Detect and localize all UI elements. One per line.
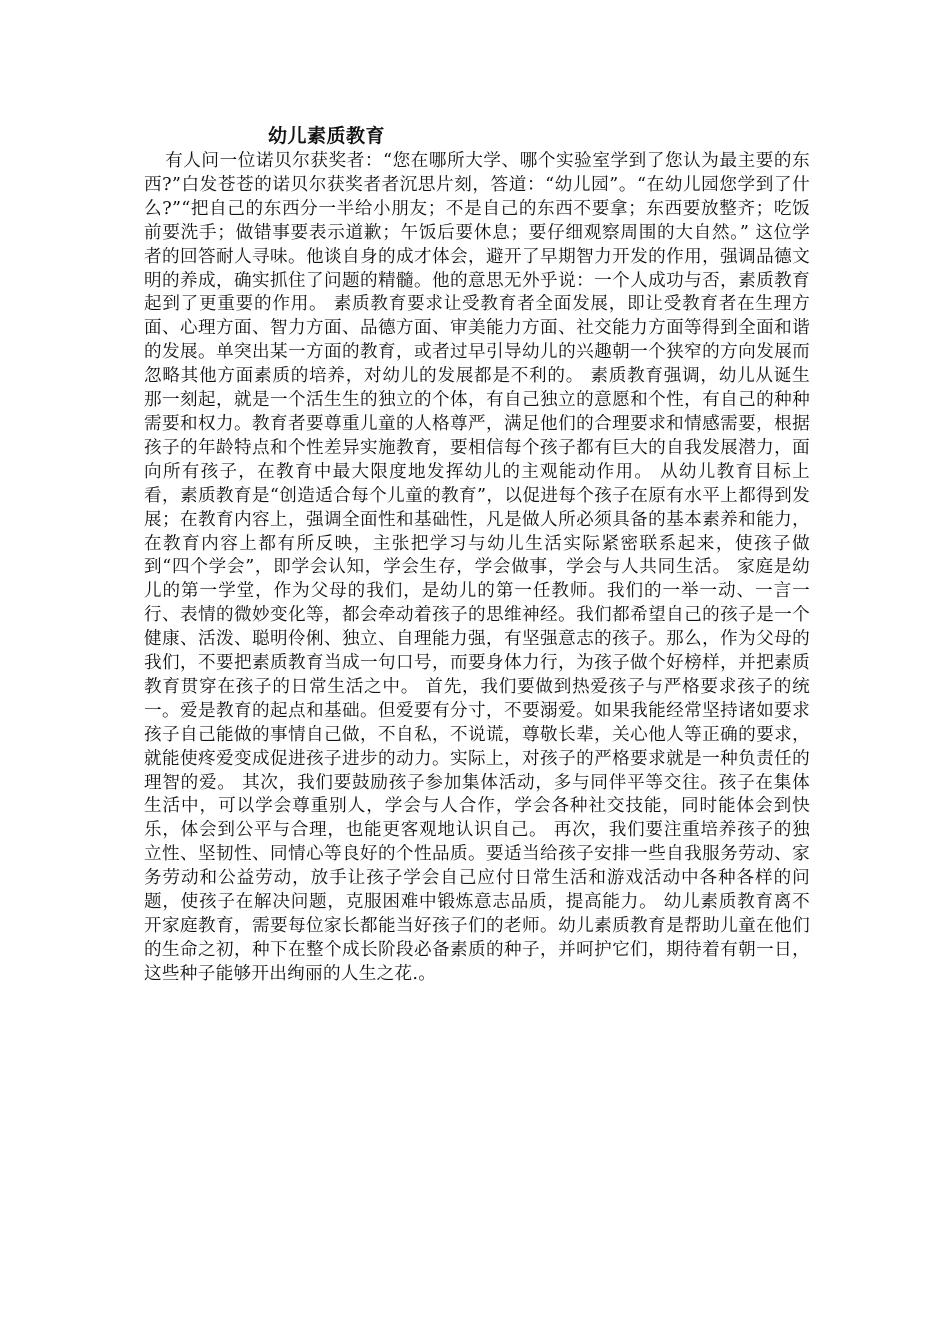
document-body-paragraph: 有人问一位诺贝尔获奖者：“您在哪所大学、哪个实验室学到了您认为最主要的东西?”白发苍苍的诺贝尔获奖者者沉思片刻，答道：“幼儿园”。“在幼儿园您学到了什么?”“把自己的东西分一半给小朋友；不是自己的东西不要拿；东西要放整齐；吃饭前要洗手；做错事要表示道歉；午饭后要休息；要仔细观察周围的大自然。” 这位学者的回答耐人寻味。他谈自身的成才体会，避开了早期智力开发的作用，强调品德文明的养成，确实抓住了问题的精髓。他的意思无外乎说：一个人成功与否，素质教育起到了更重要的作用。 素质教育要求让受教育者全面发展，即让受教育者在生理方面、心理方面、智力方面、品德方面、审美能力方面、社交能力方面等得到全面和谐的发展。单突出某一方面的教育，或者过早引导幼儿的兴趣朝一个狭窄的方向发展而忽略其他方面素质的培养，对幼儿的发展都是不利的。 素质教育强调，幼儿从诞生那一刻起，就是一个活生生的独立的个体，有自己独立的意愿和个性，有自己的种种需要和权力。教育者要尊重儿童的人格尊严，满足他们的合理要求和情感需要，根据孩子的年龄特点和个性差异实施教育，要相信每个孩子都有巨大的自我发展潜力，面向所有孩子，在教育中最大限度地发挥幼儿的主观能动作用。 从幼儿教育目标上看，素质教育是“创造适合每个儿童的教育”，以促进每个孩子在原有水平上都得到发展；在教育内容上，强调全面性和基础性，凡是做人所必须具备的基本素养和能力，在教育内容上都有所反映，主张把学习与幼儿生活实际紧密联系起来，使孩子做到“四个学会”，即学会认知，学会生存，学会做事，学会与人共同生活。 家庭是幼儿的第一学堂，作为父母的我们，是幼儿的第一任教师。我们的一举一动、一言一行、表情的微妙变化等，都会牵动着孩子的思维神经。我们都希望自己的孩子是一个健康、活泼、聪明伶俐、独立、自理能力强，有坚强意志的孩子。那么，作为父母的我们，不要把素质教育当成一句口号，而要身体力行，为孩子做个好榜样，并把素质教育贯穿在孩子的日常生活之中。 首先，我们要做到热爱孩子与严格要求孩子的统一。爱是教育的起点和基础。但爱要有分寸，不要溺爱。如果我能经常坚持诸如要求孩子自己能做的事情自己做，不自私，不说谎，尊敬长辈，关心他人等正确的要求，就能使疼爱变成促进孩子进步的动力。实际上，对孩子的严格要求就是一种负责任的理智的爱。 其次，我们要鼓励孩子参加集体活动，多与同伴平等交往。孩子在集体生活中，可以学会尊重别人，学会与人合作，学会各种社交技能，同时能体会到快乐，体会到公平与合理，也能更客观地认识自己。 再次，我们要注重培养孩子的独立性、坚韧性、同情心等良好的个性品质。要适当给孩子安排一些自我服务劳动、家务劳动和公益劳动，放手让孩子学会自己应付日常生活和游戏活动中各种各样的问题，使孩子在解决问题，克服困难中锻炼意志品质，提高能力。 幼儿素质教育离不开家庭教育，需要每位家长都能当好孩子们的老师。幼儿素质教育是帮助儿童在他们的生命之初，种下在整个成长阶段必备素质的种子，并呵护它们，期待着有朝一日，这些种子能够开出绚丽的人生之花.。 (144, 151, 810, 984)
document-title: 幼儿素质教育 (268, 125, 386, 147)
